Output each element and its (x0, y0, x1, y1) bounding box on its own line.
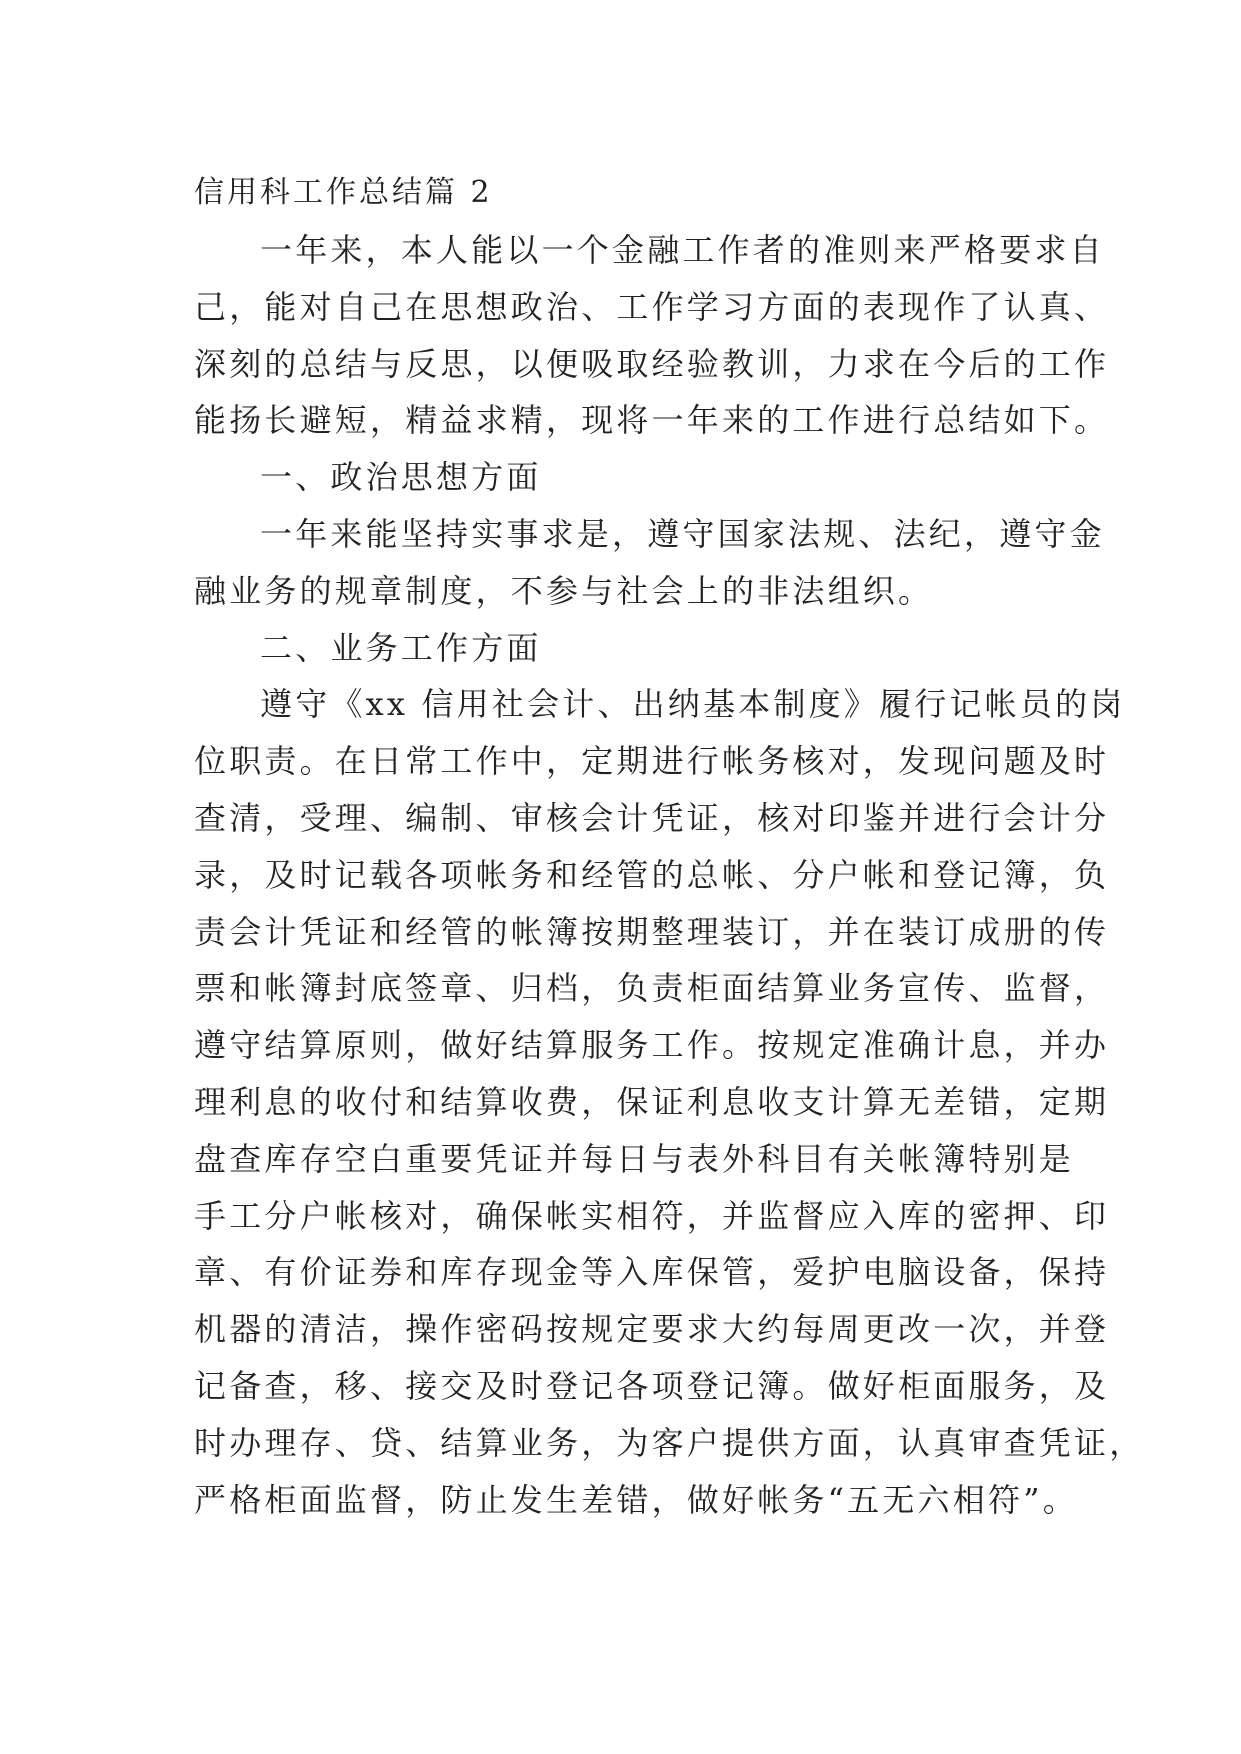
paragraph-line: 深刻的总结与反思，以便吸取经验教训，力求在今后的工作 (194, 344, 1110, 383)
section-heading: 一、政治思想方面 (260, 458, 542, 497)
paragraph-line: 遵守《xx 信用社会计、出纳基本制度》履行记帐员的岗 (260, 685, 1126, 724)
paragraph-line: 盘查库存空白重要凭证并每日与表外科目有关帐簿特别是 (194, 1139, 1075, 1178)
paragraph-line: 票和帐簿封底签章、归档，负责柜面结算业务宣传、监督， (194, 969, 1110, 1008)
paragraph-line: 一年来能坚持实事求是，遵守国家法规、法纪，遵守金 (260, 514, 1105, 553)
paragraph-line: 一年来，本人能以一个金融工作者的准则来严格要求自 (260, 231, 1105, 269)
paragraph-line: 机器的清洁，操作密码按规定要求大约每周更改一次，并登 (194, 1310, 1110, 1349)
section-heading: 二、业务工作方面 (260, 628, 542, 667)
paragraph-line: 查清，受理、编制、审核会计凭证，核对印鉴并进行会计分 (194, 798, 1110, 837)
paragraph-line: 章、有价证券和库存现金等入库保管，爱护电脑设备，保持 (194, 1253, 1110, 1292)
paragraph-line: 记备查，移、接交及时登记各项登记簿。做好柜面服务，及 (194, 1366, 1110, 1405)
paragraph-line: 己，能对自己在思想政治、工作学习方面的表现作了认真、 (194, 287, 1110, 326)
paragraph-line: 时办理存、贷、结算业务，为客户提供方面，认真审查凭证， (194, 1423, 1145, 1462)
paragraph-line: 录，及时记载各项帐务和经管的总帐、分户帐和登记簿，负 (194, 855, 1110, 894)
paragraph-line: 理利息的收付和结算收费，保证利息收支计算无差错，定期 (194, 1082, 1110, 1121)
document-title: 信用科工作总结篇 2 (194, 175, 493, 210)
paragraph-line: 手工分户帐核对，确保帐实相符，并监督应入库的密押、印 (194, 1196, 1110, 1235)
paragraph-line: 责会计凭证和经管的帐簿按期整理装订，并在装订成册的传 (194, 912, 1110, 951)
paragraph-line: 严格柜面监督，防止发生差错，做好帐务“五无六相符”。 (194, 1480, 1078, 1519)
document-body (194, 164, 1145, 1528)
paragraph-line: 位职责。在日常工作中，定期进行帐务核对，发现问题及时 (194, 742, 1110, 781)
paragraph-line: 融业务的规章制度，不参与社会上的非法组织。 (194, 571, 934, 610)
paragraph-line: 遵守结算原则，做好结算服务工作。按规定准确计息，并办 (194, 1026, 1110, 1065)
paragraph-line: 能扬长避短，精益求精，现将一年来的工作进行总结如下。 (194, 401, 1110, 440)
